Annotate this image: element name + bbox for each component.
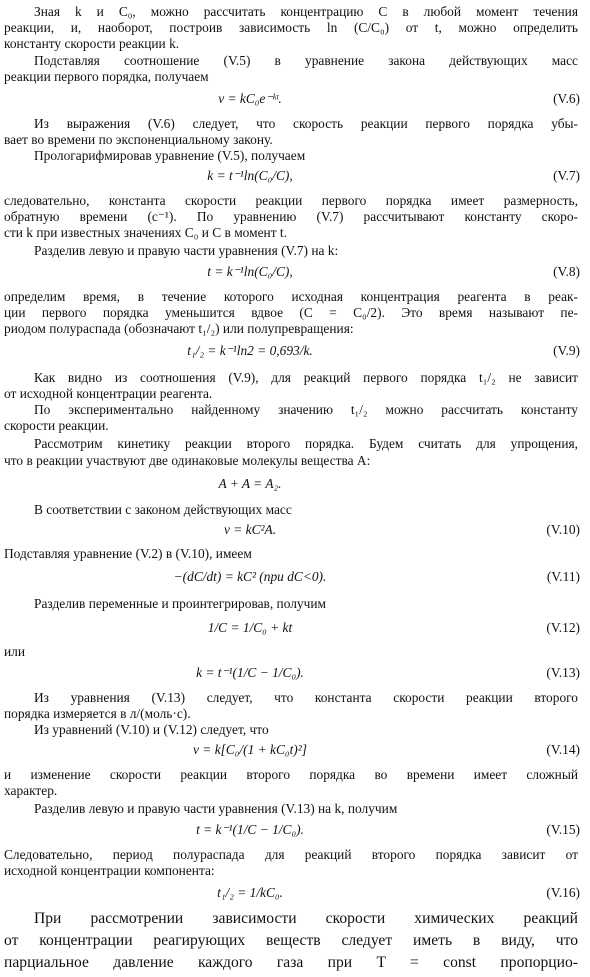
equation-formula: A + A = A₂.	[218, 476, 282, 491]
equation-formula: v = k[C₀/(1 + kC₀t)²]	[193, 742, 307, 757]
paragraph-line: от исходной концентрации реагента.	[4, 386, 213, 401]
paragraph-line: Рассмотрим кинетику реакции второго порядка. Будем считать для упрощения,	[34, 436, 578, 451]
paragraph-line: реакции, и, наоборот, построив зависимость ln (C/C₀) от t, можно определить	[4, 20, 578, 35]
paragraph-line: ции первого порядка уменьшится вдвое (C = C₀/2). Это время называют пе-	[4, 305, 578, 320]
equation-formula: k = t⁻¹ln(C₀/C),	[207, 168, 293, 183]
paragraph-line: Подставляя соотношение (V.5) в уравнение закона действующих масс	[34, 53, 578, 68]
equation-formula: −(dC/dt) = kC² (при dC<0).	[173, 569, 327, 584]
paragraph-line: исходной концентрации компонента:	[4, 863, 215, 878]
paragraph-line: следовательно, константа скорости реакции первого порядка имеет размерность,	[4, 193, 578, 208]
equation-formula: v = kC₀e⁻ᵏᵗ.	[218, 91, 282, 106]
paragraph-line: порядка измеряется в л/(моль·с).	[4, 706, 191, 721]
equation-number: (V.15)	[546, 822, 580, 837]
equation-formula: v = kC²A.	[223, 522, 277, 537]
equation-v14	[0, 742, 584, 758]
paragraph-line: Как видно из соотношения (V.9), для реакций первого порядка t₁/₂ не зависит	[34, 370, 578, 385]
paragraph-line: Разделив переменные и проинтегрировав, получим	[34, 596, 326, 611]
paragraph-line: характер.	[4, 783, 58, 798]
equation-number: (V.14)	[546, 742, 580, 757]
paragraph-line: парциальное давление каждого газа при T = const пропорцио-	[4, 954, 578, 971]
paragraph-line: или	[4, 644, 26, 659]
equation-number: (V.12)	[546, 620, 580, 635]
paragraph-line: сти k при известных значениях C₀ и C в момент t.	[4, 225, 287, 240]
equation-formula: k = t⁻¹(1/C − 1/C₀).	[196, 665, 304, 680]
paragraph-line: риодом полураспада (обозначают t₁/₂) или полупревращения:	[4, 321, 354, 336]
equation-v11	[0, 569, 584, 585]
equation-formula: t = k⁻¹ln(C₀/C),	[207, 264, 293, 279]
equation-v12	[0, 620, 584, 636]
paragraph-line: Из уравнений (V.10) и (V.12) следует, что	[34, 722, 269, 737]
equation-v7	[0, 168, 584, 184]
equation-v8	[0, 264, 584, 280]
paragraph-line: При рассмотрении зависимости скорости химических реакций	[34, 910, 578, 927]
paragraph-line: от концентрации реагирующих веществ следует иметь в виду, что	[4, 932, 578, 949]
equation-formula: t₁/₂ = 1/kC₀.	[217, 885, 283, 900]
paragraph-line: По экспериментально найденному значению t₁/₂ можно рассчитать константу	[34, 402, 578, 417]
equation-v13	[0, 665, 584, 681]
equation-number: (V.6)	[553, 91, 580, 106]
paragraph-line: что в реакции участвуют две одинаковые молекулы вещества А:	[4, 453, 371, 468]
equation-reaction	[0, 476, 584, 492]
equation-v10	[0, 522, 584, 538]
paragraph-line: вает во времени по экспоненциальному закону.	[4, 132, 273, 147]
paragraph-line: обратную времени (с⁻¹). По уравнению (V.7) рассчитывают константу скоро-	[4, 209, 578, 224]
equation-number: (V.7)	[553, 168, 580, 183]
paragraph-line: и изменение скорости реакции второго порядка во времени имеет сложный	[4, 767, 578, 782]
equation-v9	[0, 343, 584, 359]
equation-formula: t₁/₂ = k⁻¹ln2 = 0,693/k.	[187, 343, 313, 358]
paragraph-line: реакции первого порядка, получаем	[4, 69, 209, 84]
equation-number: (V.9)	[553, 343, 580, 358]
equation-formula: 1/C = 1/C₀ + kt	[207, 620, 293, 635]
paragraph-line: Разделив левую и правую части уравнения (V.7) на k:	[34, 243, 339, 258]
paragraph-line: Зная k и C₀, можно рассчитать концентрацию C в любой момент течения	[34, 4, 578, 19]
paragraph-line: скорости реакции.	[4, 418, 109, 433]
equation-v6	[0, 91, 584, 107]
paragraph-line: В соответствии с законом действующих масс	[34, 502, 292, 517]
paragraph-line: Разделив левую и правую части уравнения (V.13) на k, получим	[34, 801, 398, 816]
paragraph-line: Подставляя уравнение (V.2) в (V.10), имеем	[4, 546, 252, 561]
paragraph-line: Следовательно, период полураспада для реакций второго порядка зависит от	[4, 847, 578, 862]
equation-number: (V.11)	[546, 569, 580, 584]
paragraph-line: константу скорости реакции k.	[4, 36, 180, 51]
paragraph-line: Из уравнения (V.13) следует, что константа скорости реакции второго	[34, 690, 578, 705]
equation-number: (V.10)	[546, 522, 580, 537]
equation-number: (V.13)	[546, 665, 580, 680]
equation-number: (V.8)	[553, 264, 580, 279]
equation-formula: t = k⁻¹(1/C − 1/C₀).	[196, 822, 304, 837]
equation-number: (V.16)	[546, 885, 580, 900]
paragraph-line: Из выражения (V.6) следует, что скорость реакции первого порядка убы-	[34, 116, 578, 131]
paragraph-line: определим время, в течение которого исходная концентрация реагента в реак-	[4, 289, 578, 304]
paragraph-line: Прологарифмировав уравнение (V.5), получаем	[34, 148, 306, 163]
equation-v15	[0, 822, 584, 838]
equation-v16	[0, 885, 584, 901]
